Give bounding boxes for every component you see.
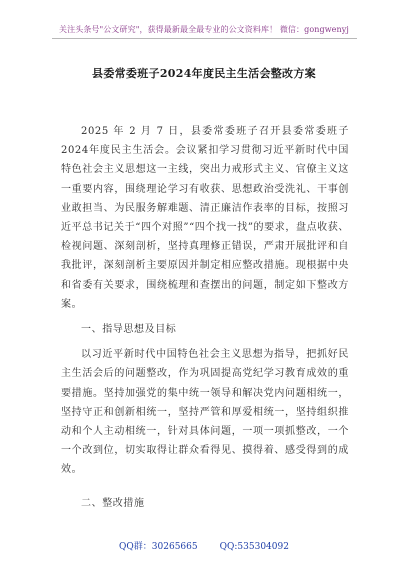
footer-qq-group: QQ群：30265665 [119,542,198,552]
document-body [61,122,349,519]
intro-paragraph: 2025 年 2 月 7 日，县委常委班子召开县委常委班子2024年度民主生活会。会议紧扣学习贯彻习近平新时代中国特色社会主义思想这一主线，突出力戒形式主义、官僚主义这一重要内容，围绕理论学习有收获、思想政治受洗礼、干事创业敢担当、为民服务解难题、清正廉洁作表率的目标，按照习近平总书记关于“四个对照”“四个找一找”的要求，盘点收获、检视问题、深刻剖析，坚持真理修正错误，严肃开展批评和自我批评，深刻剖析主要原因并制定相应整改措施。现根据中央和省委有关要求，围绕梳理和查摆出的问题，制定如下整改方案。 [61,126,349,310]
header-promo-note: 关注头条号"公文研究"，获得最新最全最专业的公文资料库！ 微信：gongwenyj [59,25,349,34]
section-heading-guiding-ideology: 一、指导思想及目标 [81,324,177,336]
header-divider [52,38,357,39]
section-heading-measures: 二、整改措施 [81,497,145,509]
section-paragraph-guiding-ideology: 以习近平新时代中国特色社会主义思想为指导，把抓好民主生活会后的问题整改，作为巩固提高党纪学习教育成效的重要措施。坚持加强党的集中统一领导和解决党内问题相统一，坚持守正和创新相统一，坚持严管和厚爱相统一，坚持组织推动和个人主动相统一，针对具体问题，一项一项抓整改，一个一个改到位，切实取得让群众看得见、摸得着、感受得到的成效。 [61,349,349,476]
footer-qq: QQ:535304092 [219,542,289,552]
document-title: 县委常委班子2024年度民主生活会整改方案 [92,67,316,80]
footer-contact [0,539,408,552]
